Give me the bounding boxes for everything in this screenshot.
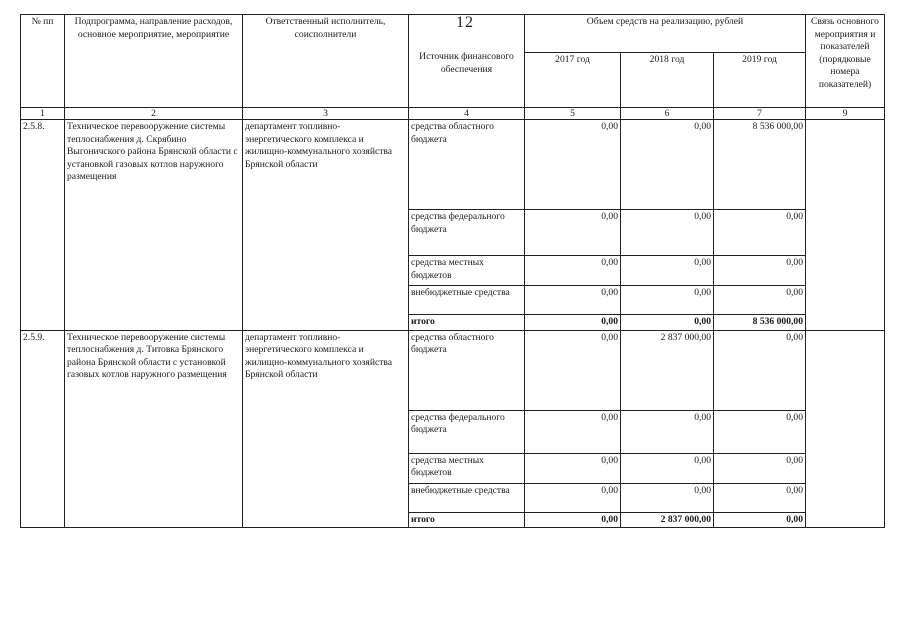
amount-2017: 0,00 <box>525 256 621 286</box>
amount-2019: 8 536 000,00 <box>714 315 806 331</box>
item-responsible: департамент топливно-энергетического комплекса и жилищно-коммунального хозяйства Брянской области <box>243 330 409 528</box>
funding-source: средства местных бюджетов <box>409 453 525 483</box>
funding-source-total: итого <box>409 512 525 528</box>
header-source: Источник финансового обеспечения <box>409 15 525 108</box>
amount-2017: 0,00 <box>525 453 621 483</box>
amount-2017: 0,00 <box>525 286 621 315</box>
amount-2019: 0,00 <box>714 210 806 256</box>
amount-2017: 0,00 <box>525 330 621 410</box>
funding-source: внебюджетные средства <box>409 286 525 315</box>
amount-2018: 2 837 000,00 <box>621 512 714 528</box>
amount-2017: 0,00 <box>525 483 621 512</box>
amount-2017: 0,00 <box>525 315 621 331</box>
item-number: 2.5.8. <box>21 120 65 331</box>
amount-2019: 0,00 <box>714 483 806 512</box>
funding-source: внебюджетные средства <box>409 483 525 512</box>
amount-2019: 0,00 <box>714 512 806 528</box>
header-year-2018: 2018 год <box>621 53 714 108</box>
amount-2017: 0,00 <box>525 120 621 210</box>
column-number: 3 <box>243 108 409 120</box>
header-volume: Объем средств на реализацию, рублей <box>525 15 806 53</box>
header-year-2019: 2019 год <box>714 53 806 108</box>
funding-source: средства федерального бюджета <box>409 410 525 453</box>
indicator-link <box>806 330 885 528</box>
funding-source-total: итого <box>409 315 525 331</box>
indicator-link <box>806 120 885 331</box>
item-responsible: департамент топливно-энергетического комплекса и жилищно-коммунального хозяйства Брянской области <box>243 120 409 331</box>
table-row <box>21 330 885 410</box>
amount-2018: 0,00 <box>621 453 714 483</box>
amount-2017: 0,00 <box>525 410 621 453</box>
amount-2018: 0,00 <box>621 256 714 286</box>
amount-2019: 0,00 <box>714 286 806 315</box>
column-number: 7 <box>714 108 806 120</box>
header-program: Подпрограмма, направление расходов, основное мероприятие, мероприятие <box>65 15 243 108</box>
column-number: 4 <box>409 108 525 120</box>
header-number: № пп <box>21 15 65 108</box>
amount-2018: 0,00 <box>621 120 714 210</box>
amount-2019: 0,00 <box>714 453 806 483</box>
item-name: Техническое перевооружение системы теплоснабжения д. Титовка Брянского района Брянской области с установкой газовых котлов наружного размещения <box>65 330 243 528</box>
budget-table <box>20 14 885 528</box>
amount-2018: 0,00 <box>621 315 714 331</box>
item-number: 2.5.9. <box>21 330 65 528</box>
amount-2018: 0,00 <box>621 483 714 512</box>
amount-2019: 0,00 <box>714 330 806 410</box>
column-number: 9 <box>806 108 885 120</box>
funding-source: средства местных бюджетов <box>409 256 525 286</box>
column-number-row <box>21 108 885 120</box>
item-name: Техническое перевооружение системы теплоснабжения д. Скрябино Выгоничского района Брянской области с установкой газовых котлов наружного размещения <box>65 120 243 331</box>
amount-2017: 0,00 <box>525 210 621 256</box>
amount-2018: 0,00 <box>621 410 714 453</box>
amount-2019: 0,00 <box>714 410 806 453</box>
page-number: 12 <box>456 14 474 31</box>
header-link: Связь основного мероприятия и показателей (порядковые номера показателей) <box>806 15 885 108</box>
table-row <box>21 120 885 210</box>
funding-source: средства федерального бюджета <box>409 210 525 256</box>
column-number: 6 <box>621 108 714 120</box>
column-number: 1 <box>21 108 65 120</box>
funding-source: средства областного бюджета <box>409 330 525 410</box>
amount-2018: 0,00 <box>621 210 714 256</box>
column-number: 2 <box>65 108 243 120</box>
funding-source: средства областного бюджета <box>409 120 525 210</box>
amount-2018: 2 837 000,00 <box>621 330 714 410</box>
amount-2018: 0,00 <box>621 286 714 315</box>
amount-2019: 8 536 000,00 <box>714 120 806 210</box>
amount-2017: 0,00 <box>525 512 621 528</box>
amount-2019: 0,00 <box>714 256 806 286</box>
header-responsible: Ответственный исполнитель, соисполнители <box>243 15 409 108</box>
column-number: 5 <box>525 108 621 120</box>
header-year-2017: 2017 год <box>525 53 621 108</box>
